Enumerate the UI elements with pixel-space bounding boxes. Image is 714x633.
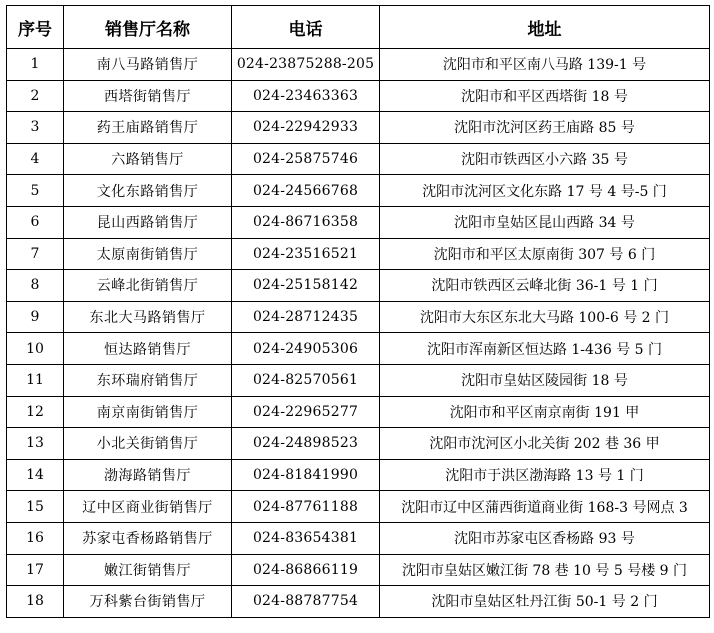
cell-address: 沈阳市浑南新区恒达路 1-436 号 5 门 (380, 333, 710, 365)
cell-hall-name: 东环瑞府销售厅 (64, 364, 232, 396)
cell-index: 14 (7, 459, 64, 491)
cell-phone: 024-87761188 (232, 491, 380, 523)
cell-hall-name: 云峰北街销售厅 (64, 270, 232, 302)
cell-index: 9 (7, 301, 64, 333)
header-phone: 电话 (232, 6, 380, 49)
sales-hall-table (6, 5, 710, 618)
table-row (7, 459, 710, 491)
cell-hall-name: 南京南街销售厅 (64, 396, 232, 428)
cell-hall-name: 文化东路销售厅 (64, 175, 232, 207)
table-row (7, 554, 710, 586)
cell-index: 18 (7, 586, 64, 618)
cell-phone: 024-83654381 (232, 522, 380, 554)
cell-phone: 024-86716358 (232, 206, 380, 238)
cell-address: 沈阳市沈河区小北关街 202 巷 36 甲 (380, 428, 710, 460)
cell-index: 17 (7, 554, 64, 586)
cell-phone: 024-28712435 (232, 301, 380, 333)
cell-phone: 024-23516521 (232, 238, 380, 270)
cell-index: 3 (7, 112, 64, 144)
cell-hall-name: 辽中区商业街销售厅 (64, 491, 232, 523)
cell-address: 沈阳市铁西区小六路 35 号 (380, 143, 710, 175)
table-row (7, 522, 710, 554)
cell-hall-name: 南八马路销售厅 (64, 49, 232, 81)
table-row (7, 80, 710, 112)
cell-hall-name: 昆山西路销售厅 (64, 206, 232, 238)
cell-hall-name: 万科紫台街销售厅 (64, 586, 232, 618)
cell-address: 沈阳市和平区西塔街 18 号 (380, 80, 710, 112)
cell-phone: 024-86866119 (232, 554, 380, 586)
cell-address: 沈阳市和平区太原南街 307 号 6 门 (380, 238, 710, 270)
cell-address: 沈阳市大东区东北大马路 100-6 号 2 门 (380, 301, 710, 333)
cell-index: 2 (7, 80, 64, 112)
cell-address: 沈阳市于洪区渤海路 13 号 1 门 (380, 459, 710, 491)
cell-index: 5 (7, 175, 64, 207)
cell-phone: 024-23463363 (232, 80, 380, 112)
cell-phone: 024-25875746 (232, 143, 380, 175)
cell-hall-name: 东北大马路销售厅 (64, 301, 232, 333)
cell-phone: 024-82570561 (232, 364, 380, 396)
table-row (7, 428, 710, 460)
cell-hall-name: 苏家屯香杨路销售厅 (64, 522, 232, 554)
cell-index: 7 (7, 238, 64, 270)
cell-phone: 024-88787754 (232, 586, 380, 618)
table-row (7, 175, 710, 207)
cell-index: 16 (7, 522, 64, 554)
cell-address: 沈阳市辽中区蒲西街道商业街 168-3 号网点 3 (380, 491, 710, 523)
table-row (7, 364, 710, 396)
cell-phone: 024-22942933 (232, 112, 380, 144)
table-row (7, 586, 710, 618)
cell-index: 8 (7, 270, 64, 302)
cell-address: 沈阳市皇姑区嫩江街 78 巷 10 号 5 号楼 9 门 (380, 554, 710, 586)
cell-address: 沈阳市和平区南八马路 139-1 号 (380, 49, 710, 81)
table-row (7, 301, 710, 333)
table-body (7, 49, 710, 618)
table-row (7, 112, 710, 144)
cell-address: 沈阳市沈河区药王庙路 85 号 (380, 112, 710, 144)
table-row (7, 206, 710, 238)
cell-address: 沈阳市沈河区文化东路 17 号 4 号-5 门 (380, 175, 710, 207)
cell-index: 11 (7, 364, 64, 396)
cell-hall-name: 恒达路销售厅 (64, 333, 232, 365)
cell-phone: 024-81841990 (232, 459, 380, 491)
cell-hall-name: 嫩江街销售厅 (64, 554, 232, 586)
cell-index: 1 (7, 49, 64, 81)
cell-address: 沈阳市和平区南京南街 191 甲 (380, 396, 710, 428)
cell-address: 沈阳市苏家屯区香杨路 93 号 (380, 522, 710, 554)
cell-phone: 024-22965277 (232, 396, 380, 428)
table-header-row (7, 6, 710, 49)
cell-address: 沈阳市皇姑区牡丹江街 50-1 号 2 门 (380, 586, 710, 618)
cell-hall-name: 渤海路销售厅 (64, 459, 232, 491)
cell-hall-name: 药王庙路销售厅 (64, 112, 232, 144)
cell-index: 10 (7, 333, 64, 365)
cell-index: 6 (7, 206, 64, 238)
cell-index: 13 (7, 428, 64, 460)
table-row (7, 143, 710, 175)
cell-phone: 024-23875288-205 (232, 49, 380, 81)
cell-phone: 024-24905306 (232, 333, 380, 365)
cell-hall-name: 小北关街销售厅 (64, 428, 232, 460)
cell-index: 12 (7, 396, 64, 428)
cell-phone: 024-25158142 (232, 270, 380, 302)
cell-index: 4 (7, 143, 64, 175)
table-row (7, 49, 710, 81)
table-row (7, 270, 710, 302)
cell-hall-name: 六路销售厅 (64, 143, 232, 175)
cell-hall-name: 太原南街销售厅 (64, 238, 232, 270)
table-row (7, 491, 710, 523)
table-row (7, 333, 710, 365)
cell-hall-name: 西塔街销售厅 (64, 80, 232, 112)
cell-address: 沈阳市铁西区云峰北街 36-1 号 1 门 (380, 270, 710, 302)
table-row (7, 396, 710, 428)
cell-phone: 024-24566768 (232, 175, 380, 207)
table-row (7, 238, 710, 270)
header-index: 序号 (7, 6, 64, 49)
cell-phone: 024-24898523 (232, 428, 380, 460)
cell-address: 沈阳市皇姑区陵园街 18 号 (380, 364, 710, 396)
cell-index: 15 (7, 491, 64, 523)
cell-address: 沈阳市皇姑区昆山西路 34 号 (380, 206, 710, 238)
header-name: 销售厅名称 (64, 6, 232, 49)
header-address: 地址 (380, 6, 710, 49)
